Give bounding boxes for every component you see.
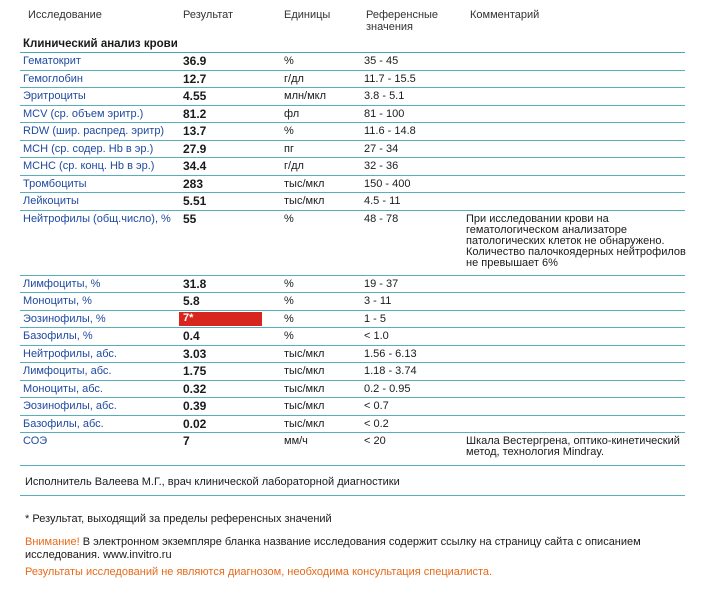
reference-range: 150 - 400 — [364, 178, 411, 190]
reference-range: < 20 — [364, 435, 386, 447]
header-ref — [366, 9, 438, 33]
unit: фл — [284, 108, 300, 120]
reference-range: 27 - 34 — [364, 143, 399, 155]
result-value: 13.7 — [183, 124, 207, 138]
table-row — [0, 416, 705, 433]
unit: % — [284, 295, 294, 307]
table-row — [0, 106, 705, 123]
table-header — [0, 0, 705, 36]
header-ref-line1: Референсные — [366, 9, 439, 21]
unit: г/дл — [284, 73, 304, 85]
result-value: 81.2 — [183, 107, 207, 121]
result-value: 55 — [183, 212, 197, 226]
table-row — [0, 53, 705, 71]
unit: тыс/мкл — [284, 418, 325, 430]
table-row — [0, 211, 705, 276]
reference-range: < 0.2 — [364, 418, 389, 430]
test-name: Лимфоциты, % — [23, 278, 101, 290]
result-value: 0.4 — [183, 329, 200, 343]
test-name: Эритроциты — [23, 90, 86, 102]
reference-range: 35 - 45 — [364, 55, 399, 67]
result-value: 0.39 — [183, 399, 207, 413]
test-name: RDW (шир. распред. эритр) — [23, 125, 165, 137]
table-row — [0, 123, 705, 141]
header-ref-line2: значения — [366, 21, 414, 33]
attention-label: Внимание! — [25, 536, 80, 548]
attention-text: В электронном экземпляре бланка название исследования содержит ссылку на страницу сайта с описанием исследования. www.invitro.ru — [25, 536, 641, 561]
test-name: Гемоглобин — [23, 73, 83, 85]
result-value: 0.32 — [183, 382, 207, 396]
test-name: Лимфоциты, абс. — [23, 365, 112, 377]
result-value: 5.51 — [183, 194, 207, 208]
reference-range: 11.7 - 15.5 — [364, 73, 416, 85]
test-name: Базофилы, абс. — [23, 418, 104, 430]
result-value: 34.4 — [183, 159, 207, 173]
attention-notice — [25, 536, 685, 562]
reference-range: 1.56 - 6.13 — [364, 348, 417, 360]
reference-range: < 0.7 — [364, 400, 389, 412]
table-row — [0, 193, 705, 211]
table-row — [0, 363, 705, 381]
test-name: Эозинофилы, % — [23, 313, 106, 325]
result-value: 31.8 — [183, 277, 207, 291]
table-row — [0, 158, 705, 176]
table-row — [0, 398, 705, 416]
result-value: 27.9 — [183, 142, 207, 156]
test-name: MCV (ср. объем эритр.) — [23, 108, 144, 120]
table-row — [0, 311, 705, 328]
reference-range: 3.8 - 5.1 — [364, 90, 405, 102]
reference-note: * Результат, выходящий за пределы референсных значений — [25, 513, 332, 525]
table-row — [0, 88, 705, 106]
reference-range: 11.6 - 14.8 — [364, 125, 416, 137]
result-value: 7* — [183, 312, 194, 324]
table-row — [0, 381, 705, 398]
unit: тыс/мкл — [284, 348, 325, 360]
test-name: СОЭ — [23, 435, 48, 447]
test-name: Лейкоциты — [23, 195, 79, 207]
unit: мм/ч — [284, 435, 308, 447]
test-name: Гематокрит — [23, 55, 81, 67]
unit: % — [284, 125, 294, 137]
result-value: 36.9 — [183, 54, 207, 68]
comment: При исследовании крови на гематологическом анализаторе патологических клеток не обнаружено. Количество палочкоядерных нейтрофилов не превышает 6% — [466, 213, 686, 269]
table-row — [0, 176, 705, 193]
table-row — [0, 293, 705, 311]
unit: % — [284, 213, 294, 225]
unit: % — [284, 55, 294, 67]
unit: тыс/мкл — [284, 365, 325, 377]
executor: Исполнитель Валеева М.Г., врач клинической лабораторной диагностики — [25, 476, 400, 488]
result-value: 1.75 — [183, 364, 207, 378]
reference-range: 1.18 - 3.74 — [364, 365, 417, 377]
reference-range: < 1.0 — [364, 330, 389, 342]
unit: млн/мкл — [284, 90, 327, 102]
table-row — [0, 433, 705, 466]
result-value: 283 — [183, 177, 204, 191]
unit: % — [284, 278, 294, 290]
result-value: 3.03 — [183, 347, 207, 361]
test-name: Базофилы, % — [23, 330, 93, 342]
result-value: 12.7 — [183, 72, 207, 86]
test-name: MCHC (ср. конц. Hb в эр.) — [23, 160, 155, 172]
reference-range: 19 - 37 — [364, 278, 399, 290]
table-row — [0, 346, 705, 363]
test-name: Эозинофилы, абс. — [23, 400, 117, 412]
table-row — [0, 141, 705, 158]
test-name: Тромбоциты — [23, 178, 87, 190]
reference-range: 4.5 - 11 — [364, 195, 401, 207]
header-comment: Комментарий — [470, 9, 540, 21]
table-row — [0, 276, 705, 293]
disclaimer: Результаты исследований не являются диагнозом, необходима консультация специалиста. — [25, 566, 493, 578]
result-value: 4.55 — [183, 89, 207, 103]
test-name: Нейтрофилы, абс. — [23, 348, 117, 360]
result-value: 0.02 — [183, 417, 207, 431]
reference-range: 32 - 36 — [364, 160, 399, 172]
unit: % — [284, 330, 294, 342]
unit: тыс/мкл — [284, 195, 325, 207]
comment: Шкала Вестергрена, оптико-кинетический метод, технология Mindray. — [466, 435, 680, 458]
reference-range: 1 - 5 — [364, 313, 387, 325]
table-row — [0, 328, 705, 346]
header-test: Исследование — [28, 9, 102, 21]
header-units: Единицы — [284, 9, 331, 21]
reference-range: 48 - 78 — [364, 213, 399, 225]
unit: тыс/мкл — [284, 383, 325, 395]
test-name: Нейтрофилы (общ.число), % — [23, 213, 171, 225]
header-result: Результат — [183, 9, 234, 21]
test-name: Моноциты, % — [23, 295, 92, 307]
unit: тыс/мкл — [284, 400, 325, 412]
unit: тыс/мкл — [284, 178, 325, 190]
unit: % — [284, 313, 294, 325]
section-title: Клинический анализ крови — [20, 36, 685, 53]
table-row — [0, 71, 705, 88]
reference-range: 0.2 - 0.95 — [364, 383, 411, 395]
test-name: Моноциты, абс. — [23, 383, 103, 395]
result-value: 7 — [183, 434, 190, 448]
test-name: MCH (ср. содер. Hb в эр.) — [23, 143, 154, 155]
reference-range: 3 - 11 — [364, 295, 392, 307]
unit: г/дл — [284, 160, 304, 172]
unit: пг — [284, 143, 294, 155]
reference-range: 81 - 100 — [364, 108, 405, 120]
result-value: 5.8 — [183, 294, 200, 308]
